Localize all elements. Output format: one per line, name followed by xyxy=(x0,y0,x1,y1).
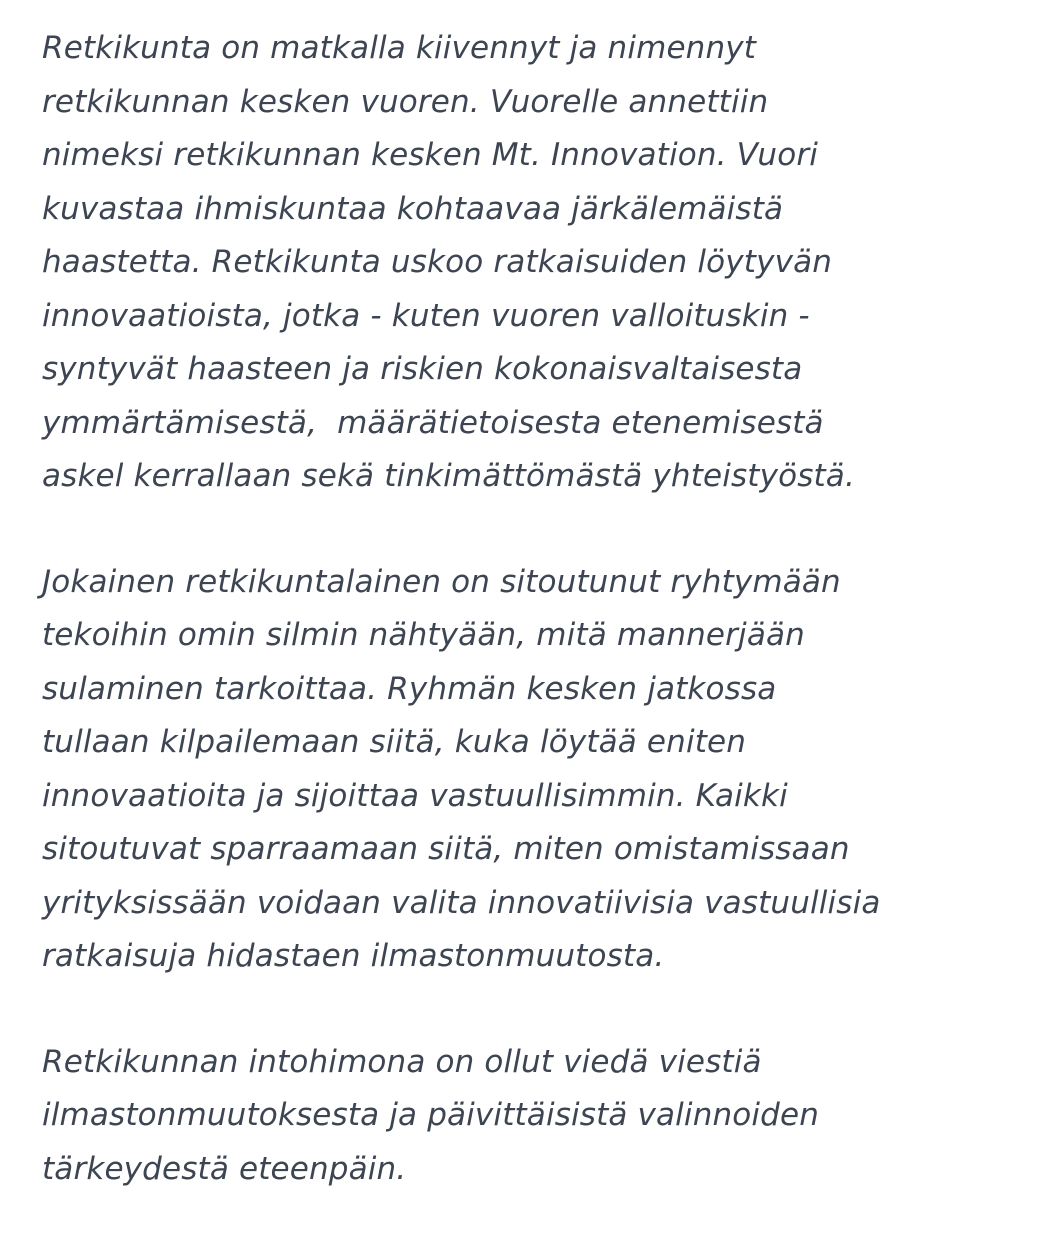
text-line: sitoutuvat sparraamaan siitä, miten omistamissaan xyxy=(42,831,850,867)
text-line: tullaan kilpailemaan siitä, kuka löytää eniten xyxy=(42,724,747,760)
text-line: kuvastaa ihmiskuntaa kohtaavaa järkälemäistä xyxy=(42,190,784,227)
text-line: innovaatioita ja sijoittaa vastuullisimmin. Kaikki xyxy=(42,777,788,814)
text-line: ratkaisuja hidastaen ilmastonmuutosta. xyxy=(42,938,665,974)
text-line: syntyvät haasteen ja riskien kokonaisvaltaisesta xyxy=(42,351,803,387)
article-body xyxy=(42,22,1032,1248)
text-line: nimeksi retkikunnan kesken Mt. Innovation. Vuori xyxy=(42,137,819,173)
text-line: yrityksissään voidaan valita innovatiivisia vastuullisia xyxy=(42,884,881,921)
text-line: retkikunnan kesken vuoren. Vuorelle annettiin xyxy=(42,83,769,120)
text-line: Retkikunnan intohimona on ollut viedä viestiä xyxy=(42,1043,762,1080)
text-line: innovaatioista, jotka - kuten vuoren valloituskin - xyxy=(42,297,810,334)
text-line: sulaminen tarkoittaa. Ryhmän kesken jatkossa xyxy=(42,670,777,707)
text-line: tekoihin omin silmin nähtyään, mitä mannerjään xyxy=(42,617,805,653)
paragraph-passion xyxy=(42,1036,1032,1197)
text-line: ilmastonmuutoksesta ja päivittäisistä valinnoiden xyxy=(42,1097,820,1133)
text-line: askel kerrallaan sekä tinkimättömästä yhteistyöstä. xyxy=(42,458,855,494)
paragraph-expedition xyxy=(42,22,1032,504)
text-line: tärkeydestä eteenpäin. xyxy=(42,1150,407,1187)
paragraph-commitment xyxy=(42,556,1032,984)
text-line: Retkikunta on matkalla kiivennyt ja nimennyt xyxy=(42,30,757,66)
text-line: ymmärtämisestä, määrätietoisesta etenemisestä xyxy=(42,404,824,441)
text-line: haastetta. Retkikunta uskoo ratkaisuiden löytyvän xyxy=(42,244,833,280)
text-line: Jokainen retkikuntalainen on sitoutunut ryhtymään xyxy=(42,563,841,600)
